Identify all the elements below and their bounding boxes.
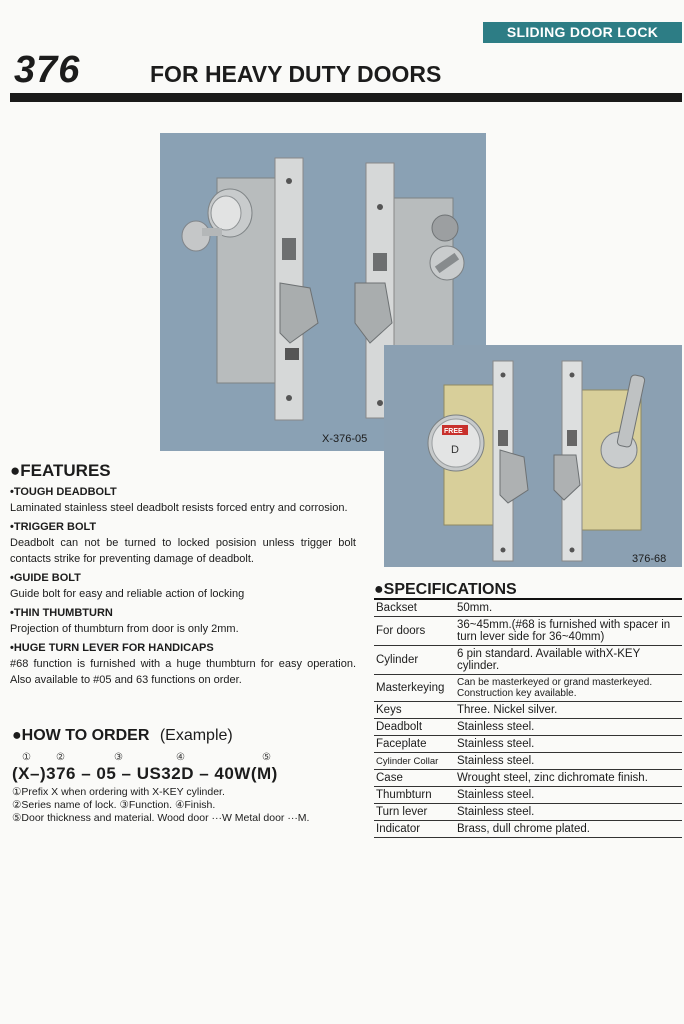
feature-title: •TOUGH DEADBOLT (10, 486, 117, 498)
spec-value: Stainless steel. (455, 804, 682, 821)
spec-key: Masterkeying (374, 675, 455, 702)
feature-text: Deadbolt can not be turned to locked posision unless trigger bolt contacts strike for preventing damage of deadbolt. (10, 537, 356, 565)
feature-text: #68 function is furnished with a huge thumbturn for easy operation. Also available to #05 and 63 functions on order. (10, 658, 356, 686)
order-example: (Example) (159, 727, 233, 744)
features-list (10, 484, 356, 691)
spec-value: Stainless steel. (455, 736, 682, 753)
order-circle-4: ④ (176, 752, 185, 763)
order-circle-5: ⑤ (262, 752, 271, 763)
feature-title: •TRIGGER BOLT (10, 521, 97, 533)
order-circle-1: ① (22, 752, 31, 763)
spec-key: Cylinder Collar (374, 753, 455, 770)
indicator-letter: D (451, 444, 459, 456)
feature-text: Projection of thumbturn from door is only 2mm. (10, 623, 239, 635)
spec-key: Backset (374, 600, 455, 617)
table-row (374, 753, 682, 770)
feature-title: •THIN THUMBTURN (10, 607, 113, 619)
table-row (374, 675, 682, 702)
feature-item (10, 640, 356, 688)
table-row (374, 600, 682, 617)
spec-value: 36~45mm.(#68 is furnished with spacer in turn lever side for 36~40mm) (455, 617, 682, 646)
spec-value: Stainless steel. (455, 753, 682, 770)
model-number: 376 (14, 49, 81, 91)
specs-heading: ●SPECIFICATIONS (374, 581, 517, 598)
spec-value: 50mm. (455, 600, 682, 617)
spec-value: Wrought steel, zinc dichromate finish. (455, 770, 682, 787)
feature-item (10, 605, 356, 637)
spec-key: Keys (374, 702, 455, 719)
order-notes (12, 786, 309, 825)
spec-key: Cylinder (374, 646, 455, 675)
main-photo-caption: X-376-05 (322, 433, 368, 445)
order-circle-3: ③ (114, 752, 123, 763)
spec-key: Indicator (374, 821, 455, 838)
feature-text: Guide bolt for easy and reliable action of locking (10, 588, 245, 600)
lock-illustration-68 (384, 345, 682, 567)
spec-key: Turn lever (374, 804, 455, 821)
order-note: ②Series name of lock. ③Function. ④Finish. (12, 799, 216, 811)
table-row (374, 804, 682, 821)
order-heading-label: ●HOW TO ORDER (12, 727, 150, 744)
spec-key: Thumbturn (374, 787, 455, 804)
feature-item (10, 570, 356, 602)
feature-title: •HUGE TURN LEVER FOR HANDICAPS (10, 642, 214, 654)
feature-item (10, 519, 356, 567)
page-title: FOR HEAVY DUTY DOORS (150, 61, 442, 87)
spec-key: Faceplate (374, 736, 455, 753)
category-tag: SLIDING DOOR LOCK (483, 22, 682, 43)
feature-text: Laminated stainless steel deadbolt resists forced entry and corrosion. (10, 502, 348, 514)
secondary-product-photo (384, 345, 682, 567)
feature-item (10, 484, 356, 516)
spec-key: Deadbolt (374, 719, 455, 736)
spec-value: Three. Nickel silver. (455, 702, 682, 719)
order-note: ①Prefix X when ordering with X-KEY cylinder. (12, 786, 225, 798)
spec-key: Case (374, 770, 455, 787)
table-row (374, 702, 682, 719)
table-row (374, 770, 682, 787)
indicator-flag: FREE (444, 428, 463, 435)
feature-title: •GUIDE BOLT (10, 572, 81, 584)
table-row (374, 821, 682, 838)
secondary-photo-caption: 376-68 (632, 553, 667, 565)
spec-value: Stainless steel. (455, 787, 682, 804)
spec-value: 6 pin standard. Available withX-KEY cylinder. (455, 646, 682, 675)
order-heading (12, 726, 233, 746)
features-heading: ●FEATURES (10, 461, 111, 480)
spec-value: Brass, dull chrome plated. (455, 821, 682, 838)
specs-table (374, 600, 682, 838)
order-code: (X–)376 – 05 – US32D – 40W(M) (12, 764, 278, 783)
table-row (374, 719, 682, 736)
table-row (374, 617, 682, 646)
order-circle-2: ② (56, 752, 65, 763)
table-row (374, 787, 682, 804)
spec-value: Stainless steel. (455, 719, 682, 736)
table-row (374, 736, 682, 753)
order-note: ⑤Door thickness and material. Wood door ···W Metal door ···M. (12, 812, 310, 824)
title-rule (10, 93, 682, 102)
table-row (374, 646, 682, 675)
spec-value: Can be masterkeyed or grand masterkeyed. Construction key available. (455, 675, 682, 702)
spec-key: For doors (374, 617, 455, 646)
